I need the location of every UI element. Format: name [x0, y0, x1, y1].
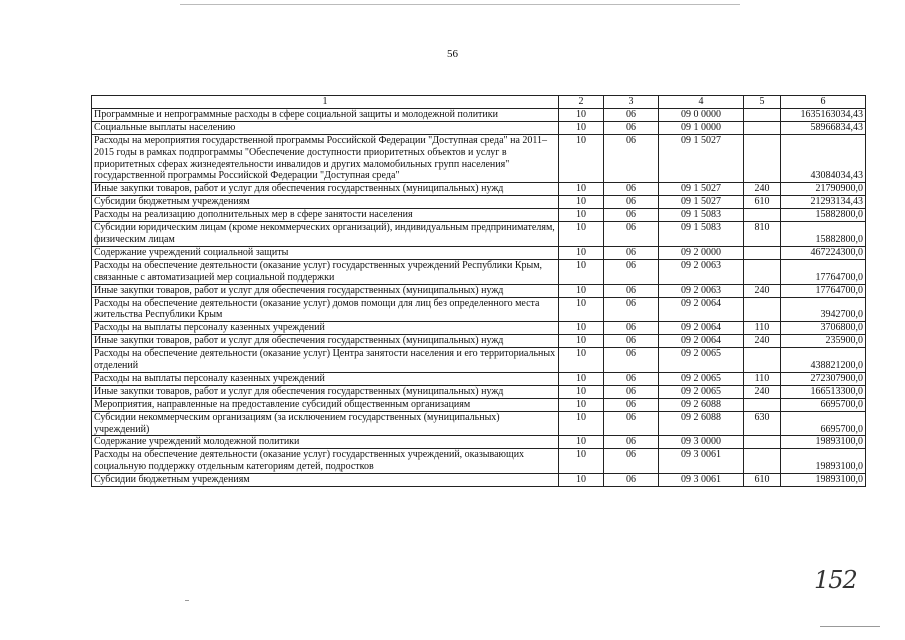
table-header-row [92, 96, 866, 109]
row-amount: 17764700,0 [781, 284, 866, 297]
header-cell: 3 [604, 96, 659, 109]
row-subsection-code: 06 [604, 348, 659, 373]
row-section-code: 10 [559, 449, 604, 474]
row-target-article: 09 1 5027 [659, 183, 744, 196]
row-amount: 235900,0 [781, 335, 866, 348]
row-target-article: 09 2 0064 [659, 297, 744, 322]
row-expense-type: 240 [744, 335, 781, 348]
row-subsection-code: 06 [604, 134, 659, 183]
row-target-article: 09 2 6088 [659, 411, 744, 436]
row-section-code: 10 [559, 284, 604, 297]
row-target-article: 09 2 0063 [659, 259, 744, 284]
row-section-code: 10 [559, 297, 604, 322]
row-amount: 3942700,0 [781, 297, 866, 322]
row-target-article: 09 2 0065 [659, 385, 744, 398]
table-row [92, 348, 866, 373]
row-description: Иные закупки товаров, работ и услуг для обеспечения государственных (муниципальных) нужд [92, 385, 559, 398]
row-section-code: 10 [559, 372, 604, 385]
row-target-article: 09 1 0000 [659, 121, 744, 134]
row-subsection-code: 06 [604, 474, 659, 487]
row-subsection-code: 06 [604, 246, 659, 259]
header-cell: 6 [781, 96, 866, 109]
row-description: Социальные выплаты населению [92, 121, 559, 134]
table-row [92, 134, 866, 183]
row-amount: 6695700,0 [781, 411, 866, 436]
row-amount: 3706800,0 [781, 322, 866, 335]
row-section-code: 10 [559, 121, 604, 134]
row-target-article: 09 2 0000 [659, 246, 744, 259]
row-description: Содержание учреждений социальной защиты [92, 246, 559, 259]
row-amount: 15882800,0 [781, 209, 866, 222]
row-target-article: 09 3 0000 [659, 436, 744, 449]
table-row [92, 209, 866, 222]
header-cell: 2 [559, 96, 604, 109]
row-section-code: 10 [559, 183, 604, 196]
row-subsection-code: 06 [604, 449, 659, 474]
row-section-code: 10 [559, 209, 604, 222]
page-number: 56 [447, 48, 458, 60]
row-subsection-code: 06 [604, 436, 659, 449]
row-target-article: 09 2 0065 [659, 348, 744, 373]
row-section-code: 10 [559, 348, 604, 373]
row-amount: 17764700,0 [781, 259, 866, 284]
row-description: Расходы на обеспечение деятельности (оказание услуг) домов помощи для лиц без определенного места жительства Республики Крым [92, 297, 559, 322]
table-row [92, 121, 866, 134]
row-amount: 15882800,0 [781, 222, 866, 247]
row-amount: 166513300,0 [781, 385, 866, 398]
row-subsection-code: 06 [604, 121, 659, 134]
row-description: Субсидии юридическим лицам (кроме некоммерческих организаций), индивидуальным предпринимателям, физическим лицам [92, 222, 559, 247]
row-expense-type [744, 259, 781, 284]
row-expense-type: 110 [744, 322, 781, 335]
row-description: Расходы на обеспечение деятельности (оказание услуг) Центра занятости населения и его территориальных отделений [92, 348, 559, 373]
row-subsection-code: 06 [604, 398, 659, 411]
header-cell: 4 [659, 96, 744, 109]
row-description: Содержание учреждений молодежной политики [92, 436, 559, 449]
row-expense-type: 810 [744, 222, 781, 247]
row-expense-type [744, 121, 781, 134]
row-description: Расходы на выплаты персоналу казенных учреждений [92, 372, 559, 385]
row-section-code: 10 [559, 335, 604, 348]
row-target-article: 09 2 0064 [659, 322, 744, 335]
row-description: Иные закупки товаров, работ и услуг для обеспечения государственных (муниципальных) нужд [92, 183, 559, 196]
row-target-article: 09 1 5083 [659, 209, 744, 222]
handwritten-page-stamp: 152 [814, 566, 857, 594]
row-expense-type: 630 [744, 411, 781, 436]
row-section-code: 10 [559, 246, 604, 259]
row-subsection-code: 06 [604, 209, 659, 222]
table-row [92, 246, 866, 259]
row-target-article: 09 1 5083 [659, 222, 744, 247]
table-row [92, 411, 866, 436]
row-description: Мероприятия, направленные на предоставление субсидий общественным организациям [92, 398, 559, 411]
table-row [92, 108, 866, 121]
row-description: Субсидии бюджетным учреждениям [92, 474, 559, 487]
row-section-code: 10 [559, 259, 604, 284]
row-target-article: 09 1 5027 [659, 196, 744, 209]
row-subsection-code: 06 [604, 284, 659, 297]
row-expense-type [744, 398, 781, 411]
row-expense-type [744, 449, 781, 474]
table-row [92, 322, 866, 335]
row-expense-type: 110 [744, 372, 781, 385]
row-amount: 1635163034,43 [781, 108, 866, 121]
row-section-code: 10 [559, 322, 604, 335]
row-target-article: 09 2 0064 [659, 335, 744, 348]
row-section-code: 10 [559, 196, 604, 209]
table-row [92, 398, 866, 411]
row-amount: 6695700,0 [781, 398, 866, 411]
row-target-article: 09 2 6088 [659, 398, 744, 411]
row-target-article: 09 1 5027 [659, 134, 744, 183]
row-section-code: 10 [559, 108, 604, 121]
table-row [92, 222, 866, 247]
row-section-code: 10 [559, 134, 604, 183]
row-description: Субсидии некоммерческим организациям (за исключением государственных (муниципальных) учреждений) [92, 411, 559, 436]
table-row [92, 436, 866, 449]
row-subsection-code: 06 [604, 222, 659, 247]
row-amount: 19893100,0 [781, 449, 866, 474]
row-subsection-code: 06 [604, 196, 659, 209]
table-row [92, 449, 866, 474]
table-row [92, 385, 866, 398]
row-expense-type [744, 297, 781, 322]
row-target-article: 09 3 0061 [659, 474, 744, 487]
row-expense-type [744, 134, 781, 183]
row-expense-type [744, 436, 781, 449]
table-row [92, 335, 866, 348]
row-description: Расходы на реализацию дополнительных мер в сфере занятости населения [92, 209, 559, 222]
table-row [92, 372, 866, 385]
table-row [92, 474, 866, 487]
row-section-code: 10 [559, 411, 604, 436]
row-description: Расходы на выплаты персоналу казенных учреждений [92, 322, 559, 335]
row-expense-type [744, 209, 781, 222]
row-subsection-code: 06 [604, 411, 659, 436]
row-amount: 21790900,0 [781, 183, 866, 196]
scan-mark [185, 600, 189, 601]
row-amount: 467224300,0 [781, 246, 866, 259]
row-target-article: 09 2 0063 [659, 284, 744, 297]
header-cell: 1 [92, 96, 559, 109]
row-description: Расходы на мероприятия государственной программы Российской Федерации "Доступная среда" на 2011–2015 годы в рамках подпрограммы "Обеспечение доступности приоритетных объектов и услуг в приоритетных сферах жизнедеятельности инвалидов и других маломобильных групп населения" государственной программы Российской Федерации "Доступная среда" [92, 134, 559, 183]
row-amount: 21293134,43 [781, 196, 866, 209]
row-expense-type: 240 [744, 183, 781, 196]
row-description: Расходы на обеспечение деятельности (оказание услуг) государственных учреждений, оказывающих социальную поддержку отдельным категориям детей, подростков [92, 449, 559, 474]
row-description: Программные и непрограммные расходы в сфере социальной защиты и молодежной политики [92, 108, 559, 121]
row-expense-type [744, 108, 781, 121]
scan-mark [820, 626, 880, 627]
row-section-code: 10 [559, 436, 604, 449]
row-amount: 272307900,0 [781, 372, 866, 385]
row-target-article: 09 3 0061 [659, 449, 744, 474]
row-section-code: 10 [559, 222, 604, 247]
row-target-article: 09 0 0000 [659, 108, 744, 121]
table-row [92, 297, 866, 322]
table-row [92, 196, 866, 209]
row-expense-type [744, 348, 781, 373]
row-amount: 43084034,43 [781, 134, 866, 183]
row-expense-type: 610 [744, 196, 781, 209]
row-expense-type: 240 [744, 385, 781, 398]
row-amount: 19893100,0 [781, 436, 866, 449]
row-subsection-code: 06 [604, 297, 659, 322]
row-section-code: 10 [559, 385, 604, 398]
top-scan-rule [180, 4, 740, 5]
row-subsection-code: 06 [604, 259, 659, 284]
row-subsection-code: 06 [604, 322, 659, 335]
header-cell: 5 [744, 96, 781, 109]
row-amount: 438821200,0 [781, 348, 866, 373]
row-target-article: 09 2 0065 [659, 372, 744, 385]
row-expense-type: 610 [744, 474, 781, 487]
row-subsection-code: 06 [604, 335, 659, 348]
row-expense-type [744, 246, 781, 259]
row-description: Иные закупки товаров, работ и услуг для обеспечения государственных (муниципальных) нужд [92, 335, 559, 348]
row-amount: 58966834,43 [781, 121, 866, 134]
row-description: Иные закупки товаров, работ и услуг для обеспечения государственных (муниципальных) нужд [92, 284, 559, 297]
table-row [92, 183, 866, 196]
row-section-code: 10 [559, 398, 604, 411]
row-subsection-code: 06 [604, 108, 659, 121]
table-row [92, 284, 866, 297]
row-section-code: 10 [559, 474, 604, 487]
row-amount: 19893100,0 [781, 474, 866, 487]
row-subsection-code: 06 [604, 183, 659, 196]
row-subsection-code: 06 [604, 372, 659, 385]
table-row [92, 259, 866, 284]
row-expense-type: 240 [744, 284, 781, 297]
row-subsection-code: 06 [604, 385, 659, 398]
budget-table [91, 95, 866, 487]
row-description: Расходы на обеспечение деятельности (оказание услуг) государственных учреждений Республики Крым, связанные с автоматизацией мер социальной поддержки [92, 259, 559, 284]
row-description: Субсидии бюджетным учреждениям [92, 196, 559, 209]
